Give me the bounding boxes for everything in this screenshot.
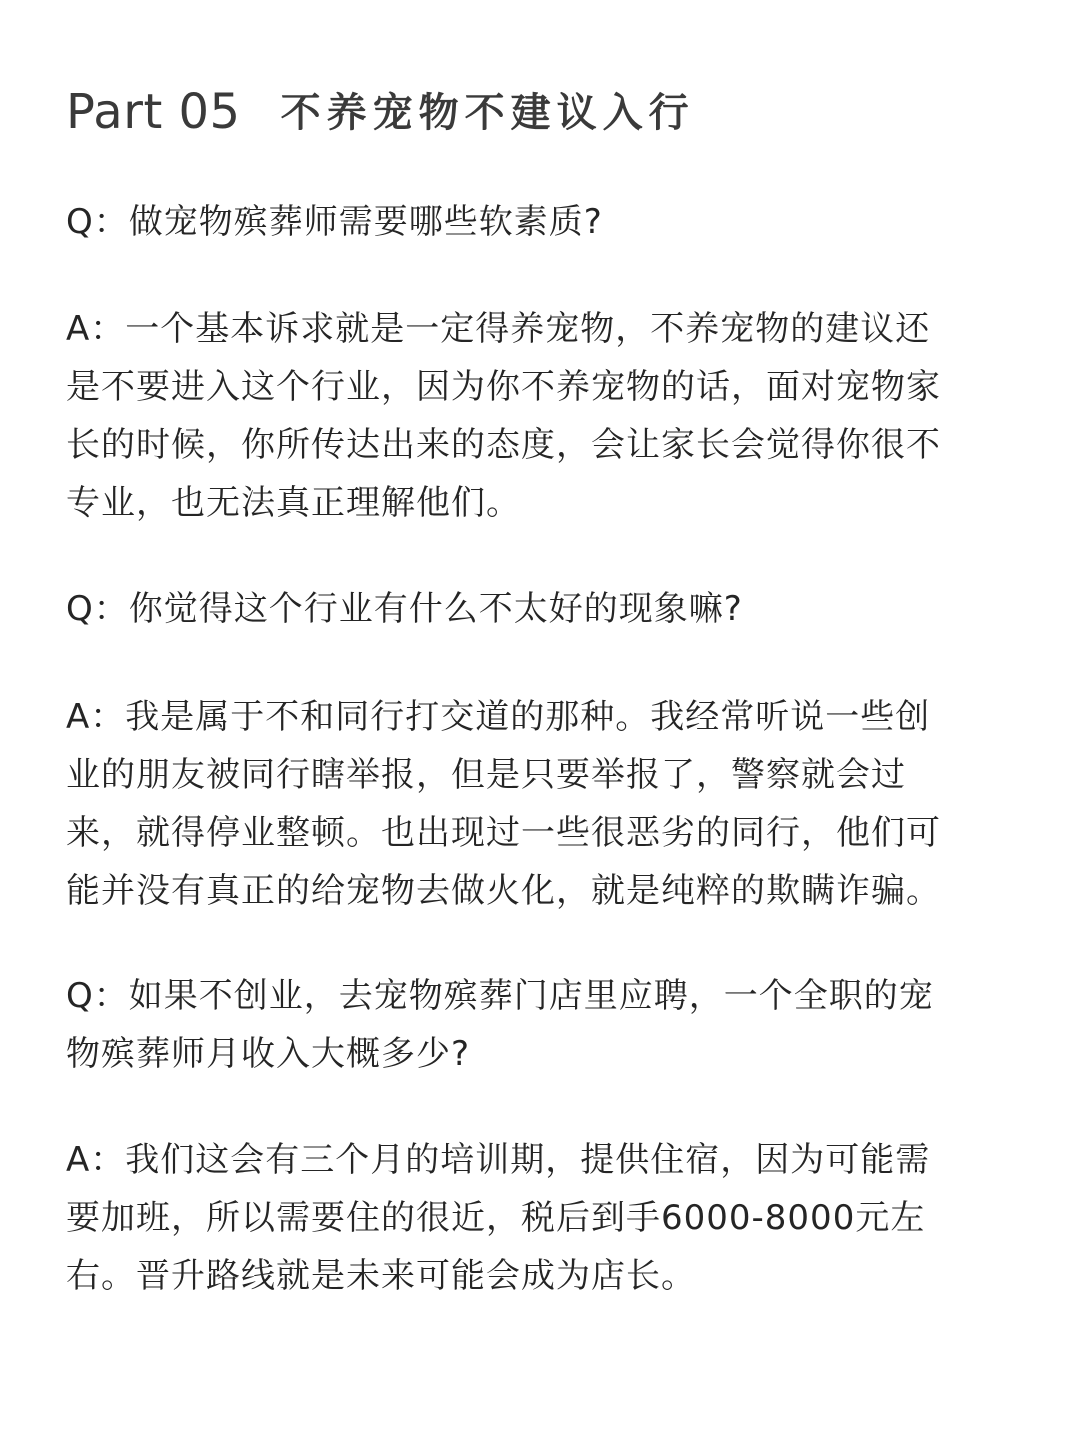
question-2-line: Q：你觉得这个行业有什么不太好的现象嘛?	[66, 589, 743, 629]
question-2	[66, 580, 1026, 638]
answer-1-line: A：一个基本诉求就是一定得养宠物，不养宠物的建议还	[66, 309, 931, 349]
answer-1-line: 长的时候，你所传达出来的态度，会让家长会觉得你很不	[66, 425, 941, 465]
answer-1-line: 专业，也无法真正理解他们。	[66, 483, 521, 523]
section-title	[66, 80, 1015, 144]
answer-3-line: 要加班，所以需要住的很近，税后到手6000-8000元左	[66, 1198, 926, 1238]
answer-1-line: 是不要进入这个行业，因为你不养宠物的话，面对宠物家	[66, 367, 941, 407]
answer-3	[66, 1131, 1026, 1305]
section-part-number: Part 05	[66, 84, 241, 140]
answer-3-line: 右。晋升路线就是未来可能会成为店长。	[66, 1256, 696, 1296]
question-3-line: Q：如果不创业，去宠物殡葬门店里应聘，一个全职的宠	[66, 976, 934, 1016]
question-3	[66, 967, 1026, 1083]
answer-3-line: A：我们这会有三个月的培训期，提供住宿，因为可能需	[66, 1140, 931, 1180]
answer-2-line: 来，就得停业整顿。也出现过一些很恶劣的同行，他们可	[66, 813, 941, 853]
answer-2-line: 业的朋友被同行瞎举报，但是只要举报了，警察就会过	[66, 755, 906, 795]
question-1	[66, 193, 1026, 251]
answer-2-line: 能并没有真正的给宠物去做火化，就是纯粹的欺瞒诈骗。	[66, 871, 941, 911]
answer-2-line: A：我是属于不和同行打交道的那种。我经常听说一些创	[66, 697, 931, 737]
question-1-line: Q：做宠物殡葬师需要哪些软素质?	[66, 202, 603, 242]
answer-2	[66, 688, 1026, 920]
answer-1	[66, 300, 1026, 532]
section-heading: 不养宠物不建议入行	[280, 89, 695, 136]
question-3-line: 物殡葬师月收入大概多少?	[66, 1034, 471, 1074]
